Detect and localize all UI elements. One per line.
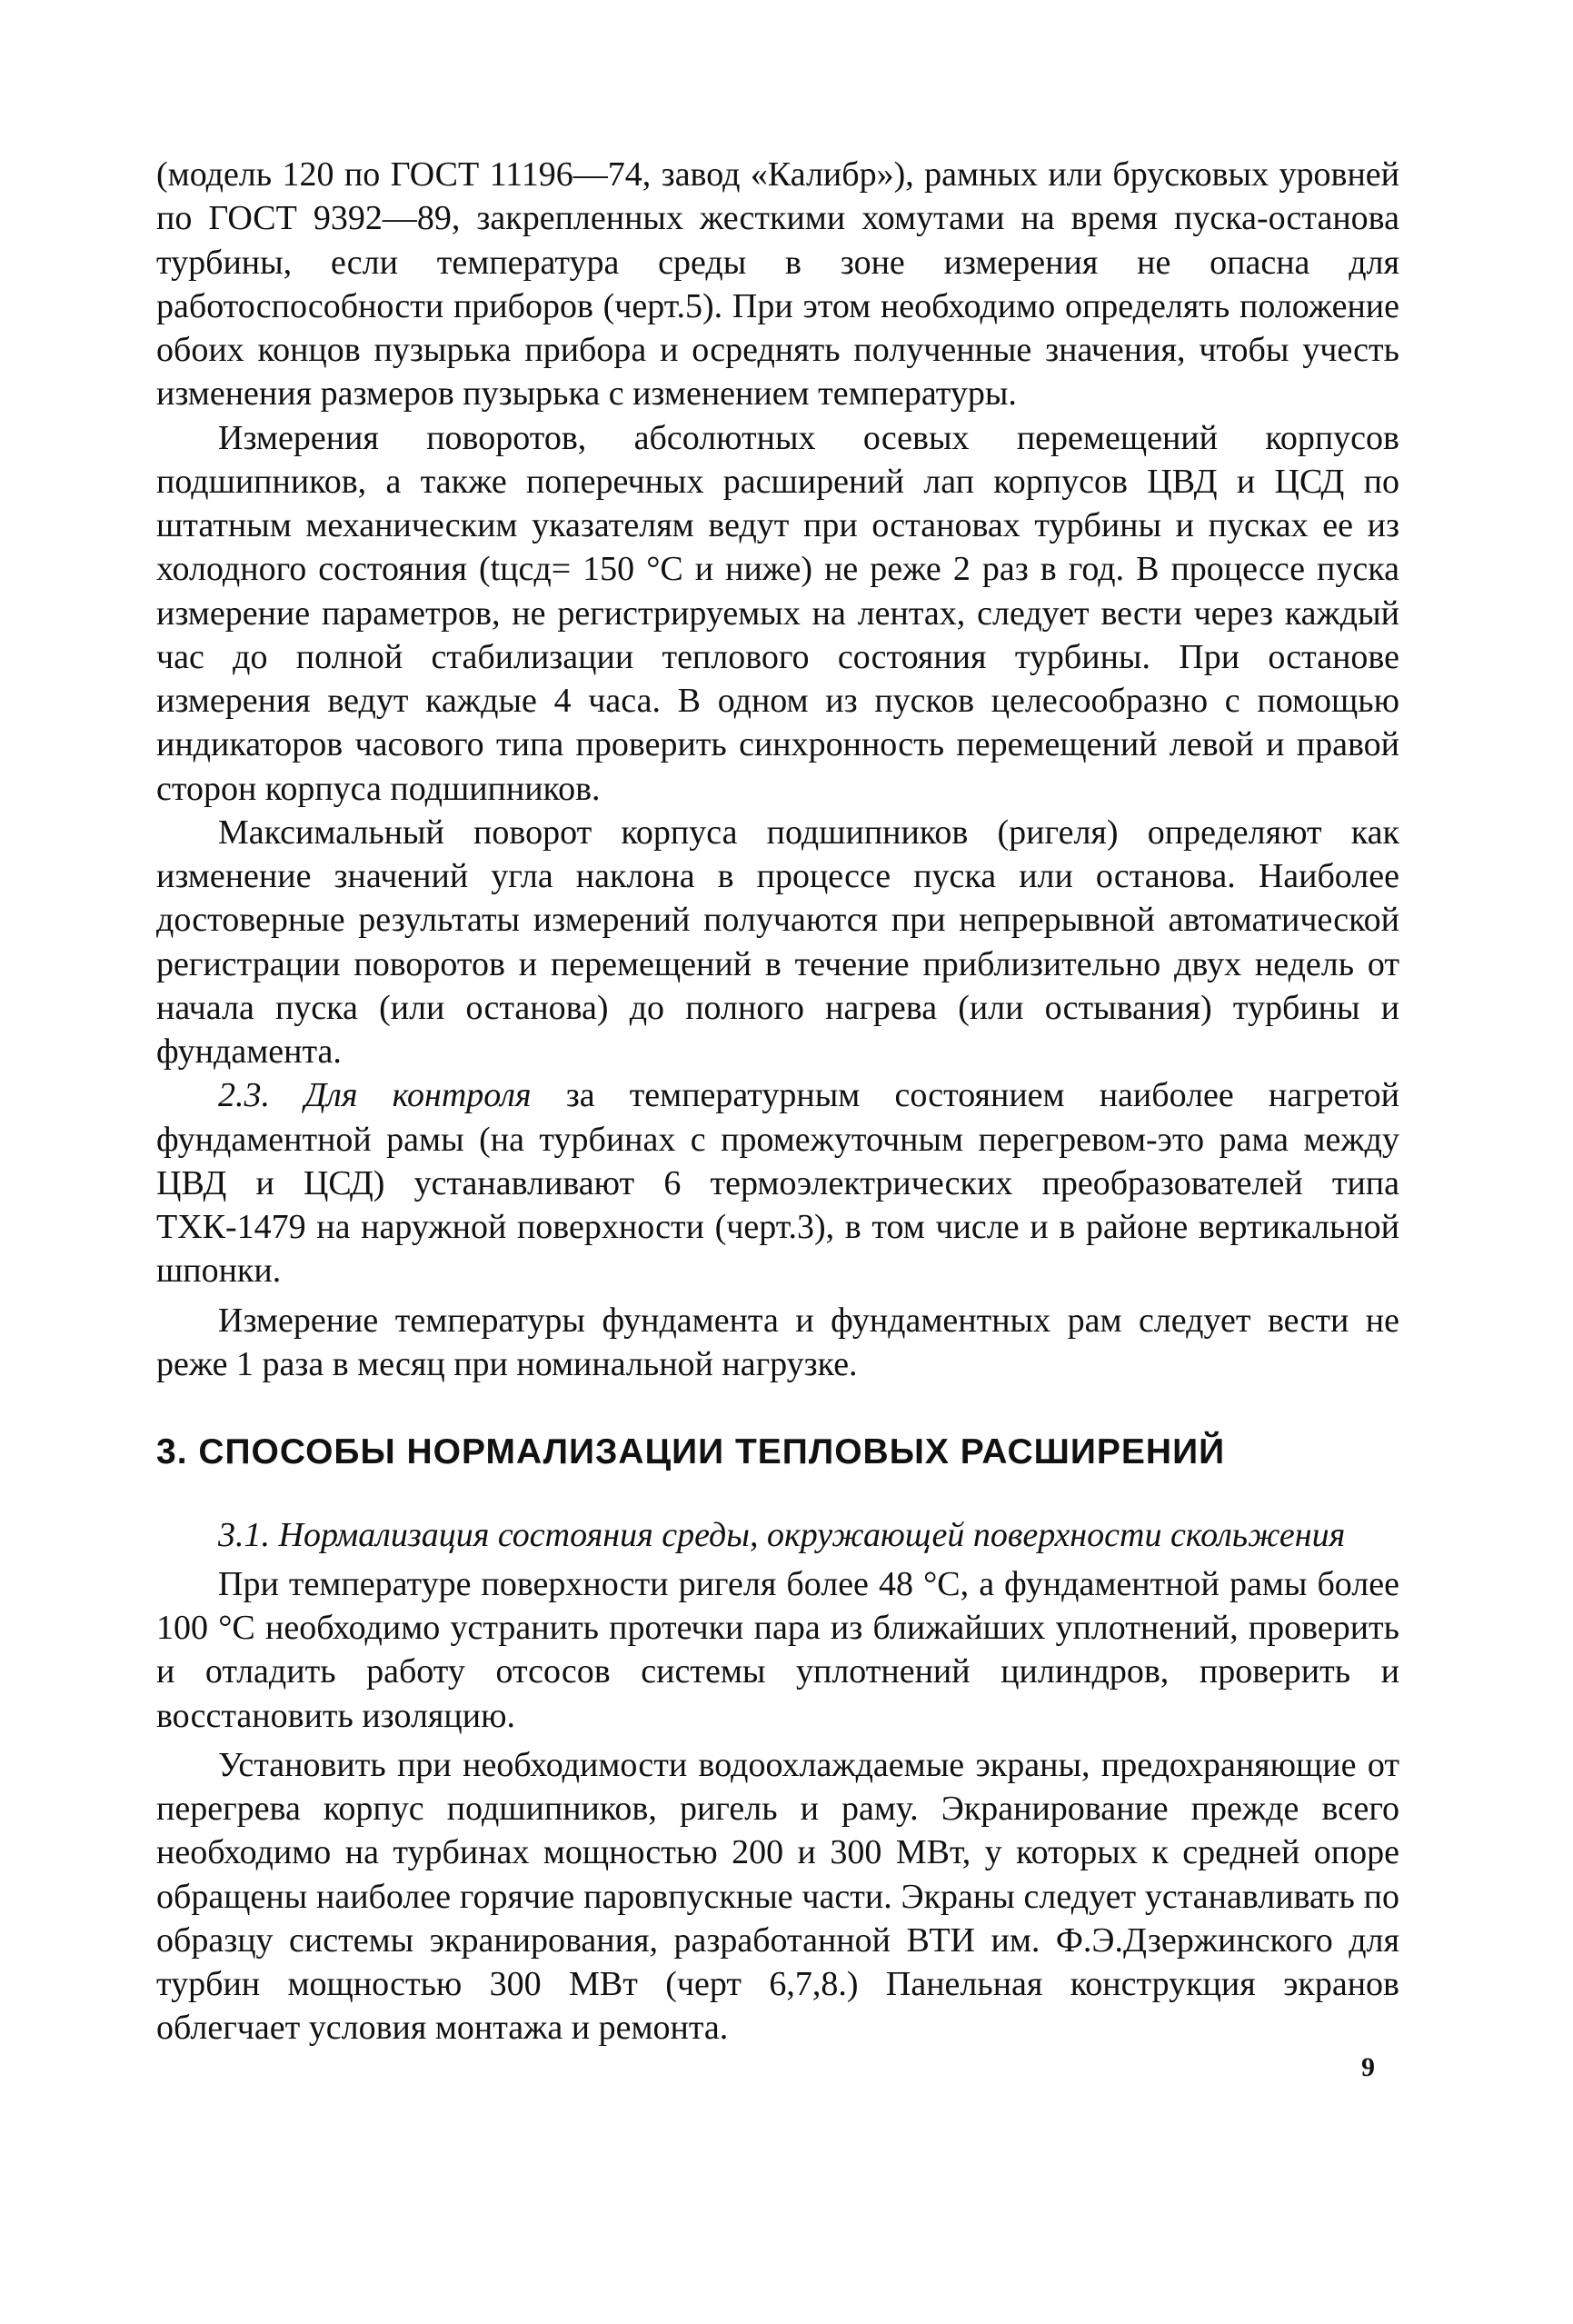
clause-number-2-3: 2.3. Для контроля — [218, 1076, 532, 1115]
paragraph-max-rotation: Максимальный поворот корпуса подшипников (ригеля) определяют как изменение значений угла наклона в процессе пуска или останова. Наиболее достоверные результаты измерений получаются при непрерывной автоматической регистрации поворотов и перемещений в течение приблизительно двух недель от начала пуска (или останова) до полного нагрева (или остывания) турбины и фундамента. — [156, 813, 1399, 1071]
page-number: 9 — [1361, 2052, 1375, 2082]
paragraph-foundation-temperature: Измерение температуры фундамента и фундаментных рам следует вести не реже 1 раза в месяц при номинальной нагрузке. — [156, 1301, 1399, 1383]
paragraph-instruments: (модель 120 по ГОСТ 11196—74, завод «Калибр»), рамных или брусковых уровней по ГОСТ 9392—89, закрепленных жесткими хомутами на время пуска-останова турбины, если температура среды в зоне измерения не опасна для работоспособности приборов (черт.5). При этом необходимо определять положение обоих концов пузырька прибора и осреднять полученные значения, чтобы учесть изменения размеров пузырька с изменением температуры. — [156, 155, 1399, 414]
paragraph-measurements: Измерения поворотов, абсолютных осевых перемещений корпусов подшипников, а также поперечных расширений лап корпусов ЦВД и ЦСД по штатным механическим указателям ведут при остановах турбины и пусках ее из холодного состояния (tцсд= 150 °С и ниже) не реже 2 раз в год. В процессе пуска измерение параметров, не регистрируемых на лентах, следует вести через каждый час до полной стабилизации теплового состояния турбины. При останове измерения ведут каждые 4 часа. В одном из пусков целесообразно с помощью индикаторов часового типа проверить синхронность перемещений левой и правой сторон корпуса подшипников. — [156, 418, 1399, 808]
paragraph-2-3-text: за температурным состоянием наиболее нагретой фундаментной рамы (на турбинах с промежуточным перегревом-это рама между ЦВД и ЦСД) устанавливают 6 термоэлектрических преобразователей типа ТХК-1479 на наружной поверхности (черт.3), в том числе и в районе вертикальной шпонки. — [156, 1076, 1399, 1291]
subsection-heading-3-1: 3.1. Нормализация состояния среды, окружающей поверхности скольжения — [218, 1515, 1346, 1554]
document-page — [156, 153, 1399, 2050]
section-heading-3: 3. СПОСОБЫ НОРМАЛИЗАЦИИ ТЕПЛОВЫХ РАСШИРЕНИЙ — [156, 1432, 1226, 1471]
paragraph-2-3-temperature-control — [156, 1073, 1399, 1292]
paragraph-water-cooled-screens: Установить при необходимости водоохлаждаемые экраны, предохраняющие от перегрева корпус подшипников, ригель и раму. Экранирование прежде всего необходимо на турбинах мощностью 200 и 300 МВт, у которых к средней опоре обращены наиболее горячие паровпускные части. Экраны следует устанавливать по образцу системы экранирования, разработанной ВТИ им. Ф.Э.Дзержинского для турбин мощностью 300 МВт (черт 6,7,8.) Панельная конструкция экранов облегчает условия монтажа и ремонта. — [156, 1745, 1399, 2048]
paragraph-surface-temperature: При температуре поверхности ригеля более 48 °С, а фундаментной рамы более 100 °С необходимо устранить протечки пара из ближайших уплотнений, проверить и отладить работу отсосов системы уплотнений цилиндров, проверить и восстановить изоляцию. — [156, 1564, 1399, 1735]
